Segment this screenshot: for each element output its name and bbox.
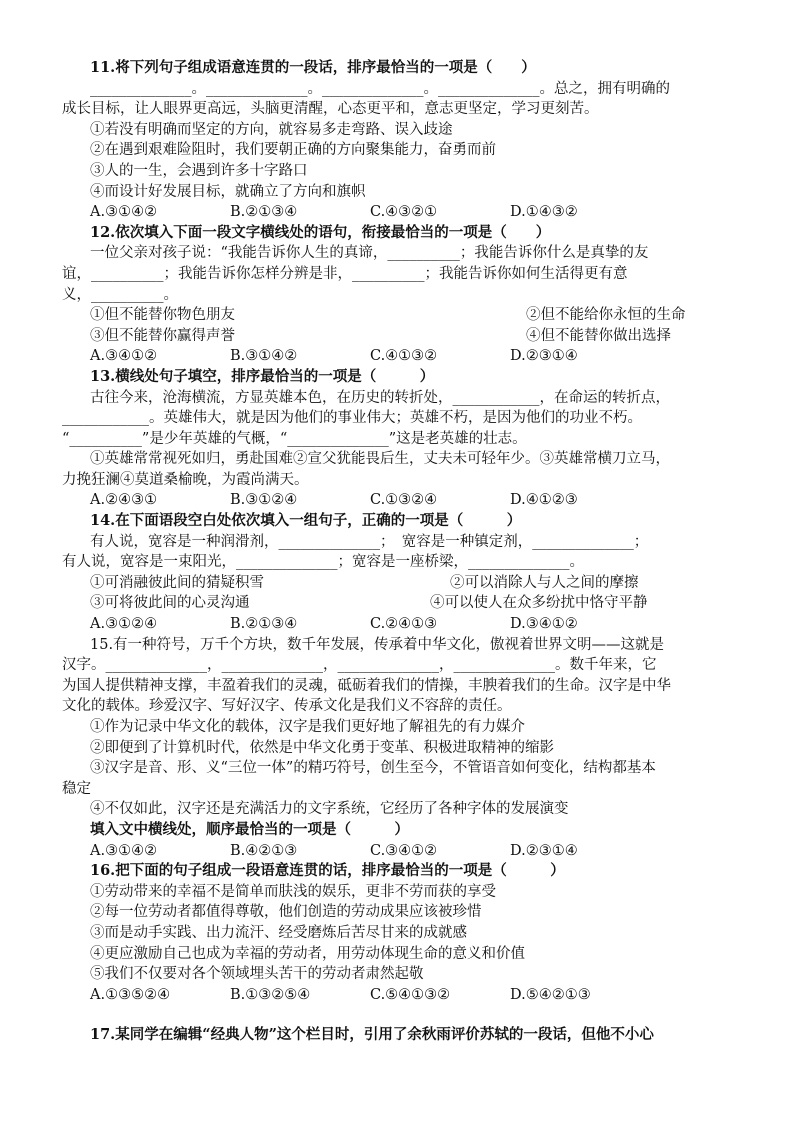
option-c: C.①③②④ xyxy=(370,492,438,509)
question-11-options xyxy=(62,202,738,223)
question-14-text: 有人说，宽容是一束阳光，______________；宽容是一座桥梁，______________。 xyxy=(62,554,584,571)
question-16-title: 16.把下面的句子组成一段语意连贯的话，排序最恰当的一项是（ ） xyxy=(90,862,565,880)
question-15-text: 汉字。______________，______________，______________，______________。数千年来，它 xyxy=(62,657,657,674)
question-12-text: 谊，__________；我能告诉你怎样分辨是非，__________；我能告诉你如何生活得更有意 xyxy=(62,265,628,282)
option-c: C.⑤④①③② xyxy=(370,986,451,1003)
question-16-sentence: ②每一位劳动者都值得尊敬，他们创造的劳动成果应该被珍惜 xyxy=(90,904,482,921)
question-13-options xyxy=(62,490,738,511)
option-b: B.④②①③ xyxy=(230,842,298,859)
question-12-sentence: ①但不能替你物色朋友 xyxy=(90,307,235,324)
question-12-text: 一位父亲对孩子说：“我能告诉你人生的真谛，__________；我能告诉你什么是真挚的友 xyxy=(90,245,649,262)
option-b: B.②①③④ xyxy=(230,616,298,633)
question-13-sentence: 力挽狂澜④莫道桑榆晚，为霞尚满天。 xyxy=(62,471,309,488)
question-16-sentence: ④更应激励自己也成为幸福的劳动者，用劳动体现生命的意义和价值 xyxy=(90,945,525,962)
option-b: B.②①③④ xyxy=(230,204,298,221)
option-a: A.③①④② xyxy=(90,842,158,859)
question-14-title: 14.在下面语段空白处依次填入一组句子，正确的一项是（ ） xyxy=(90,512,522,530)
option-d: D.②③①④ xyxy=(510,348,578,365)
option-c: C.③④①② xyxy=(370,842,438,859)
question-14-sentence: ②可以消除人与人之间的摩擦 xyxy=(450,574,639,591)
question-14-text: 有人说，宽容是一种润滑剂，______________； 宽容是一种镇定剂，______________； xyxy=(90,533,649,550)
question-12-sentence: ②但不能给你永恒的生命 xyxy=(526,307,686,324)
option-a: A.③①④② xyxy=(90,204,158,221)
spacer xyxy=(62,1005,738,1025)
question-15-sentence: ③汉字是音、形、义“三位一体”的精巧符号，创生至今，不管语音如何变化，结构都基本 xyxy=(90,760,656,777)
question-12-text: 义，__________。 xyxy=(62,286,178,303)
question-15-sentence: ①作为记录中华文化的载体，汉字是我们更好地了解祖先的有力媒介 xyxy=(90,719,525,735)
question-15-text: 为国人提供精神支撑，丰盈着我们的灵魂，砥砺着我们的情操，丰腴着我们的生命。汉字是中华 xyxy=(62,677,671,694)
question-15-text: 文化的载体。珍爱汉字、写好汉字、传承文化是我们义不容辞的责任。 xyxy=(62,698,512,715)
question-15-text: 15.有一种符号，万千个方块，数千年发展，传承着中华文化，傲视着世界文明——这就是 xyxy=(90,636,665,653)
option-a: A.①③⑤②④ xyxy=(90,986,171,1003)
question-11-title: 11.将下列句子组成语意连贯的一段话，排序最恰当的一项是（ ） xyxy=(90,59,536,76)
document-content xyxy=(62,58,738,1046)
option-d: D.⑤④②①③ xyxy=(510,986,591,1003)
option-a: A.③④①② xyxy=(90,348,158,365)
question-16-options xyxy=(62,985,738,1006)
option-c: C.②④①③ xyxy=(370,616,438,633)
question-15-prompt: 填入文中横线处，顺序最恰当的一项是（ ） xyxy=(90,820,409,838)
option-d: D.③④①② xyxy=(510,616,578,633)
question-12-sentence: ④但不能替你做出选择 xyxy=(526,327,671,344)
question-14-sentence: ③可将彼此间的心灵沟通 xyxy=(90,595,250,612)
question-14-sentence: ①可消融彼此间的猜疑积雪 xyxy=(90,574,264,591)
question-15-options xyxy=(62,841,738,862)
question-13-sentence: ①英雄常常视死如归，勇赴国难②宣父犹能畏后生，丈夫未可轻年少。③英雄常横刀立马， xyxy=(90,451,670,468)
question-11-sentence: ③人的一生，会遇到许多十字路口 xyxy=(90,162,308,179)
question-16-sentence: ①劳动带来的幸福不是简单而肤浅的娱乐，更非不劳而获的享受 xyxy=(90,883,496,900)
question-11-text: 成长目标，让人眼界更高远，头脑更清醒，心态更平和，意志更坚定，学习更刻苦。 xyxy=(62,101,599,118)
question-14-sentence: ④可以使人在众多纷扰中恪守平静 xyxy=(430,595,648,612)
question-13-title: 13.横线处句子填空，排序最恰当的一项是（ ） xyxy=(90,367,435,385)
question-11-sentence: ②在遇到艰难险阻时，我们要朝正确的方向聚集能力，奋勇而前 xyxy=(90,142,496,159)
option-a: A.③①②④ xyxy=(90,616,158,633)
question-14-options xyxy=(62,614,738,635)
option-c: C.④③②① xyxy=(370,204,438,221)
option-b: B.③①④② xyxy=(230,348,298,365)
question-14-sentence-row xyxy=(62,573,738,594)
question-12-sentence-row xyxy=(62,326,738,347)
option-b: B.③①②④ xyxy=(230,492,298,509)
question-11-sentence: ④而设计好发展目标，就确立了方向和旗帜 xyxy=(90,183,366,200)
option-d: D.②③①④ xyxy=(510,842,578,859)
question-11-sentence: ①若没有明确而坚定的方向，就容易多走弯路、误入歧途 xyxy=(90,121,453,138)
question-12-title: 12.依次填入下面一段文字横线处的语句，衔接最恰当的一项是（ ） xyxy=(90,223,551,241)
option-b: B.①③②⑤④ xyxy=(230,986,311,1003)
option-a: A.②④③① xyxy=(90,492,158,509)
question-12-options xyxy=(62,346,738,367)
question-15-sentence: 稳定 xyxy=(62,780,91,797)
question-11-text: ______________。______________。______________。______________。总之，拥有明确的 xyxy=(90,80,670,97)
question-12-sentence: ③但不能替你赢得声誉 xyxy=(90,327,235,344)
question-13-text: ____________。英雄伟大，就是因为他们的事业伟大；英雄不朽，是因为他们的功业不朽。 xyxy=(62,410,642,427)
question-17-title: 17.某同学在编辑“经典人物”这个栏目时，引用了余秋雨评价苏轼的一段话，但他不小心 xyxy=(90,1026,654,1044)
option-c: C.④①③② xyxy=(370,348,438,365)
question-12-sentence-row xyxy=(62,305,738,326)
question-16-sentence: ⑤我们不仅要对各个领域埋头苦干的劳动者肃然起敬 xyxy=(90,966,424,983)
question-13-text: “__________”是少年英雄的气概，“______________”这是老英雄的壮志。 xyxy=(62,430,527,447)
option-d: D.①④③② xyxy=(510,204,578,221)
question-15-sentence: ④不仅如此，汉字还是充满活力的文字系统，它经历了各种字体的发展演变 xyxy=(90,801,569,818)
option-d: D.④①②③ xyxy=(510,492,578,509)
question-16-sentence: ③而是动手实践、出力流汗、经受磨炼后苦尽甘来的成就感 xyxy=(90,924,467,941)
question-14-sentence-row xyxy=(62,593,738,614)
question-13-text: 古往今来，沧海横流，方显英雄本色，在历史的转折处，____________，在命运的转折点， xyxy=(90,389,670,406)
question-15-sentence: ②即便到了计算机时代，依然是中华文化勇于变革、积极进取精神的缩影 xyxy=(90,739,554,756)
